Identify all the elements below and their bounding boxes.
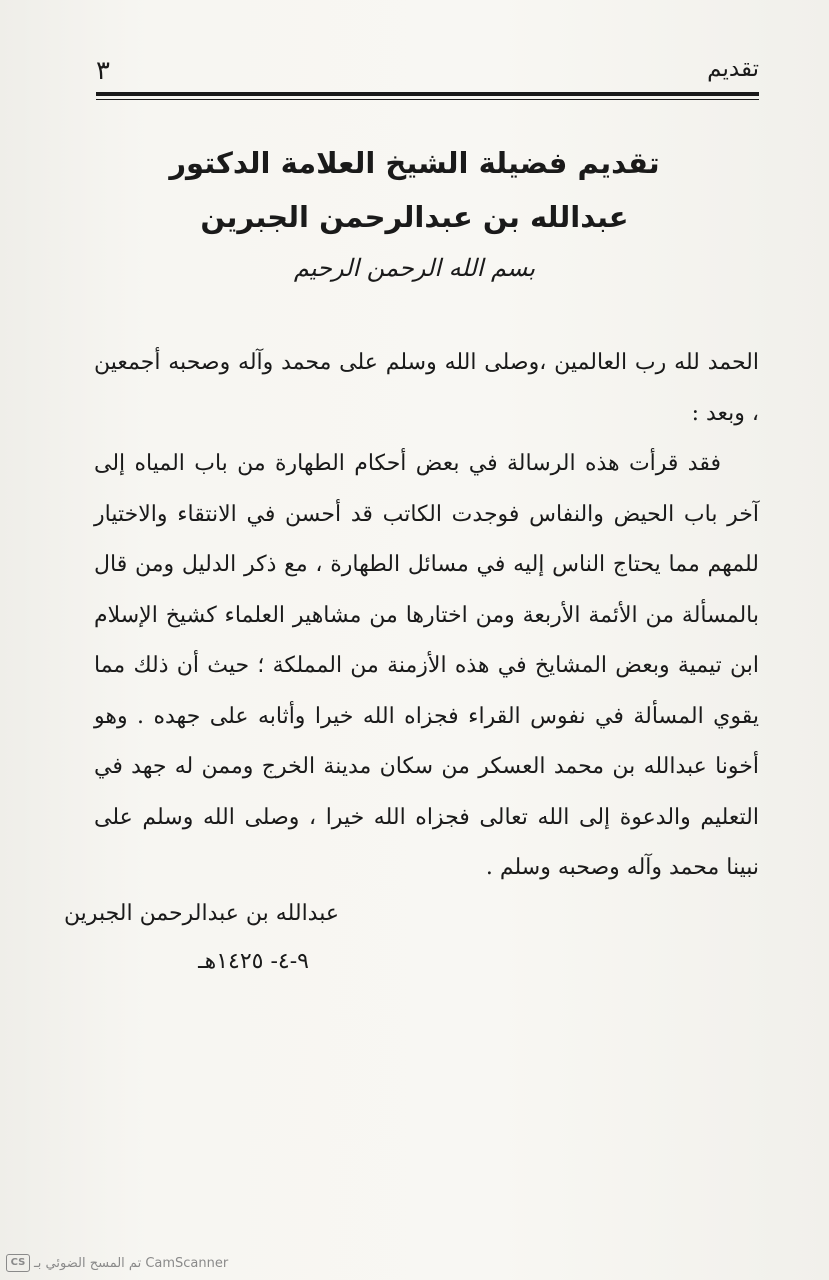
scanner-watermark-text: تم المسح الضوئي بـ CamScanner [34,1255,229,1271]
page-number: ٣ [96,56,110,86]
running-title: تقديم [707,56,759,82]
header-rule-thick [96,92,759,96]
header-rule-thin [96,99,759,100]
signature-date: ٩-٤- ١٤٢٥هـ [198,949,309,974]
basmala-calligraphy: بسم الله الرحمن الرحيم [293,254,536,282]
heading-line-2: عبدالله بن عبدالرحمن الجبرين [200,200,629,234]
paragraph-opening: الحمد لله رب العالمين ،وصلى الله وسلم على محمد وآله وصحبه أجمعين ، وبعد : [94,350,759,426]
page-header [96,56,759,96]
scanner-watermark [6,1254,228,1272]
heading-line-1: تقديم فضيلة الشيخ العلامة الدكتور [169,146,660,180]
camscanner-logo-icon: CS [6,1254,30,1272]
signature-name: عبدالله بن عبدالرحمن الجبرين [63,901,339,926]
signature-block [64,890,339,986]
body-text [94,338,759,894]
paragraph-main: فقد قرأت هذه الرسالة في بعض أحكام الطهارة من باب المياه إلى آخر باب الحيض والنفاس فوجدت الكاتب قد أحسن في الانتقاء والاختيار للمهم مما يحتاج الناس إليه في مسائل الطهارة ، مع ذكر الدليل ومن قال بالمسألة من الأئمة الأربعة ومن اختارها من مشاهير العلماء كشيخ الإسلام ابن تيمية وبعض المشايخ في هذه الأزمنة من المملكة ؛ حيث أن ذلك مما يقوي المسألة في نفوس القراء فجزاه الله خيرا وأثابه على جهده . وهو أخونا عبدالله بن محمد العسكر من سكان مدينة الخرج وممن له جهد في التعليم والدعوة إلى الله تعالى فجزاه الله خيرا ، وصلى الله وسلم على نبينا محمد وآله وصحبه وسلم . [94,451,759,880]
